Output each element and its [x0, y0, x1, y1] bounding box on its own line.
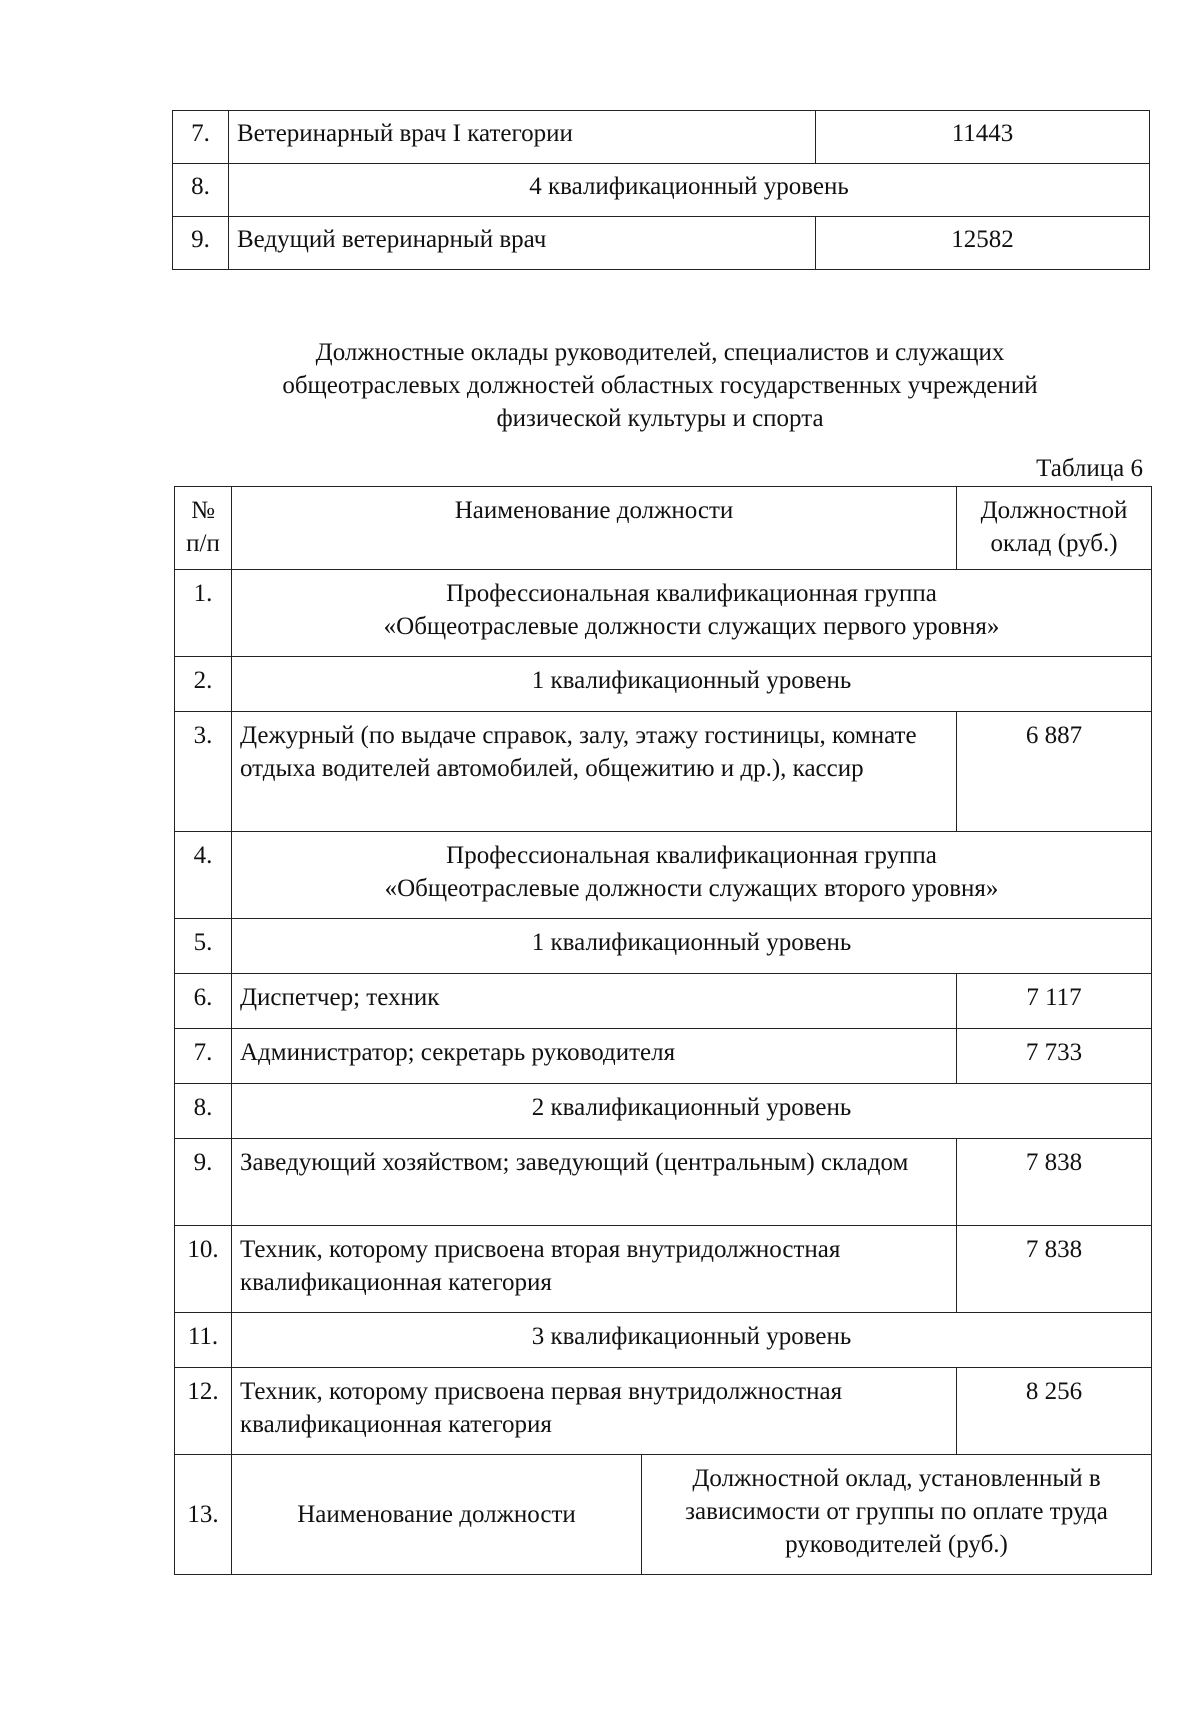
header-number-abbr: п/п: [186, 530, 220, 557]
group-name: «Общеотраслевые должности служащих первого уровня»: [383, 613, 1000, 640]
table-row: [175, 1139, 1152, 1226]
row-number: 8.: [173, 164, 229, 217]
salary-value: 6 887: [957, 712, 1152, 832]
row-number: 5.: [175, 919, 232, 974]
row-number: 9.: [173, 217, 229, 270]
table-row: [173, 217, 1150, 270]
qualification-group: [232, 832, 1152, 919]
row-number: 10.: [175, 1226, 232, 1313]
row-number: 6.: [175, 974, 232, 1029]
header-number: [175, 487, 232, 570]
row-number: 4.: [175, 832, 232, 919]
salary-value: 7 838: [957, 1139, 1152, 1226]
table-row: [175, 570, 1152, 657]
subheader-position-name: Наименование должности: [232, 1455, 642, 1575]
header-salary: [957, 487, 1152, 570]
position-name: Ведущий ветеринарный врач: [229, 217, 816, 270]
table-caption: Таблица 6: [1036, 455, 1143, 482]
section-title-line: Должностные оклады руководителей, специалистов и служащих: [315, 339, 1005, 366]
salary-table: [174, 486, 1152, 1575]
row-number: 1.: [175, 570, 232, 657]
row-number: 12.: [175, 1368, 232, 1455]
section-title-line: физической культуры и спорта: [496, 405, 824, 432]
group-title: Профессиональная квалификационная группа: [446, 580, 937, 607]
row-number: 9.: [175, 1139, 232, 1226]
table-row: [175, 919, 1152, 974]
salary-value: 7 733: [957, 1029, 1152, 1084]
table-row: [175, 1368, 1152, 1455]
table-row: [175, 657, 1152, 712]
qualification-level: 2 квалификационный уровень: [232, 1084, 1152, 1139]
row-number: 8.: [175, 1084, 232, 1139]
salary-value: 12582: [816, 217, 1150, 270]
row-number: 7.: [173, 111, 229, 164]
row-number: 7.: [175, 1029, 232, 1084]
table-row: [175, 974, 1152, 1029]
group-name: «Общеотраслевые должности служащих второго уровня»: [384, 875, 999, 902]
table-row: [175, 1313, 1152, 1368]
position-name: Диспетчер; техник: [232, 974, 957, 1029]
table-row: [175, 712, 1152, 832]
group-title: Профессиональная квалификационная группа: [446, 842, 937, 869]
salary-value: 7 838: [957, 1226, 1152, 1313]
row-number: 11.: [175, 1313, 232, 1368]
table-row: [173, 164, 1150, 217]
table-row: [175, 1084, 1152, 1139]
qualification-level: 4 квалификационный уровень: [229, 164, 1150, 217]
qualification-level: 1 квалификационный уровень: [232, 919, 1152, 974]
header-salary-line: Должностной: [980, 497, 1128, 524]
position-name: Заведующий хозяйством; заведующий (центральным) складом: [232, 1139, 957, 1226]
subheader-salary: Должностной оклад, установленный в зависимости от группы по оплате труда руководителей (руб.): [642, 1455, 1152, 1575]
salary-value: 8 256: [957, 1368, 1152, 1455]
section-title-line: общеотраслевых должностей областных государственных учреждений: [282, 372, 1038, 399]
table-row: [173, 111, 1150, 164]
table-row: [175, 1029, 1152, 1084]
table-row: [175, 1455, 1152, 1575]
salary-value: 7 117: [957, 974, 1152, 1029]
table-header-row: [175, 487, 1152, 570]
position-name: Администратор; секретарь руководителя: [232, 1029, 957, 1084]
table-row: [175, 1226, 1152, 1313]
qualification-level: 3 квалификационный уровень: [232, 1313, 1152, 1368]
position-name: Ветеринарный врач I категории: [229, 111, 816, 164]
position-name: Техник, которому присвоена вторая внутридолжностная квалификационная категория: [232, 1226, 957, 1313]
table-row: [175, 832, 1152, 919]
header-number-symbol: №: [191, 497, 215, 524]
row-number: 2.: [175, 657, 232, 712]
top-table: [172, 110, 1150, 270]
section-title: [150, 336, 1170, 435]
row-number: 3.: [175, 712, 232, 832]
position-name: Дежурный (по выдаче справок, залу, этажу гостиницы, комнате отдыха водителей автомобилей, общежитию и др.), кассир: [232, 712, 957, 832]
header-salary-line: оклад (руб.): [990, 530, 1118, 557]
header-position-name: Наименование должности: [232, 487, 957, 570]
qualification-level: 1 квалификационный уровень: [232, 657, 1152, 712]
salary-value: 11443: [816, 111, 1150, 164]
qualification-group: [232, 570, 1152, 657]
row-number: 13.: [175, 1455, 232, 1575]
position-name: Техник, которому присвоена первая внутридолжностная квалификационная категория: [232, 1368, 957, 1455]
